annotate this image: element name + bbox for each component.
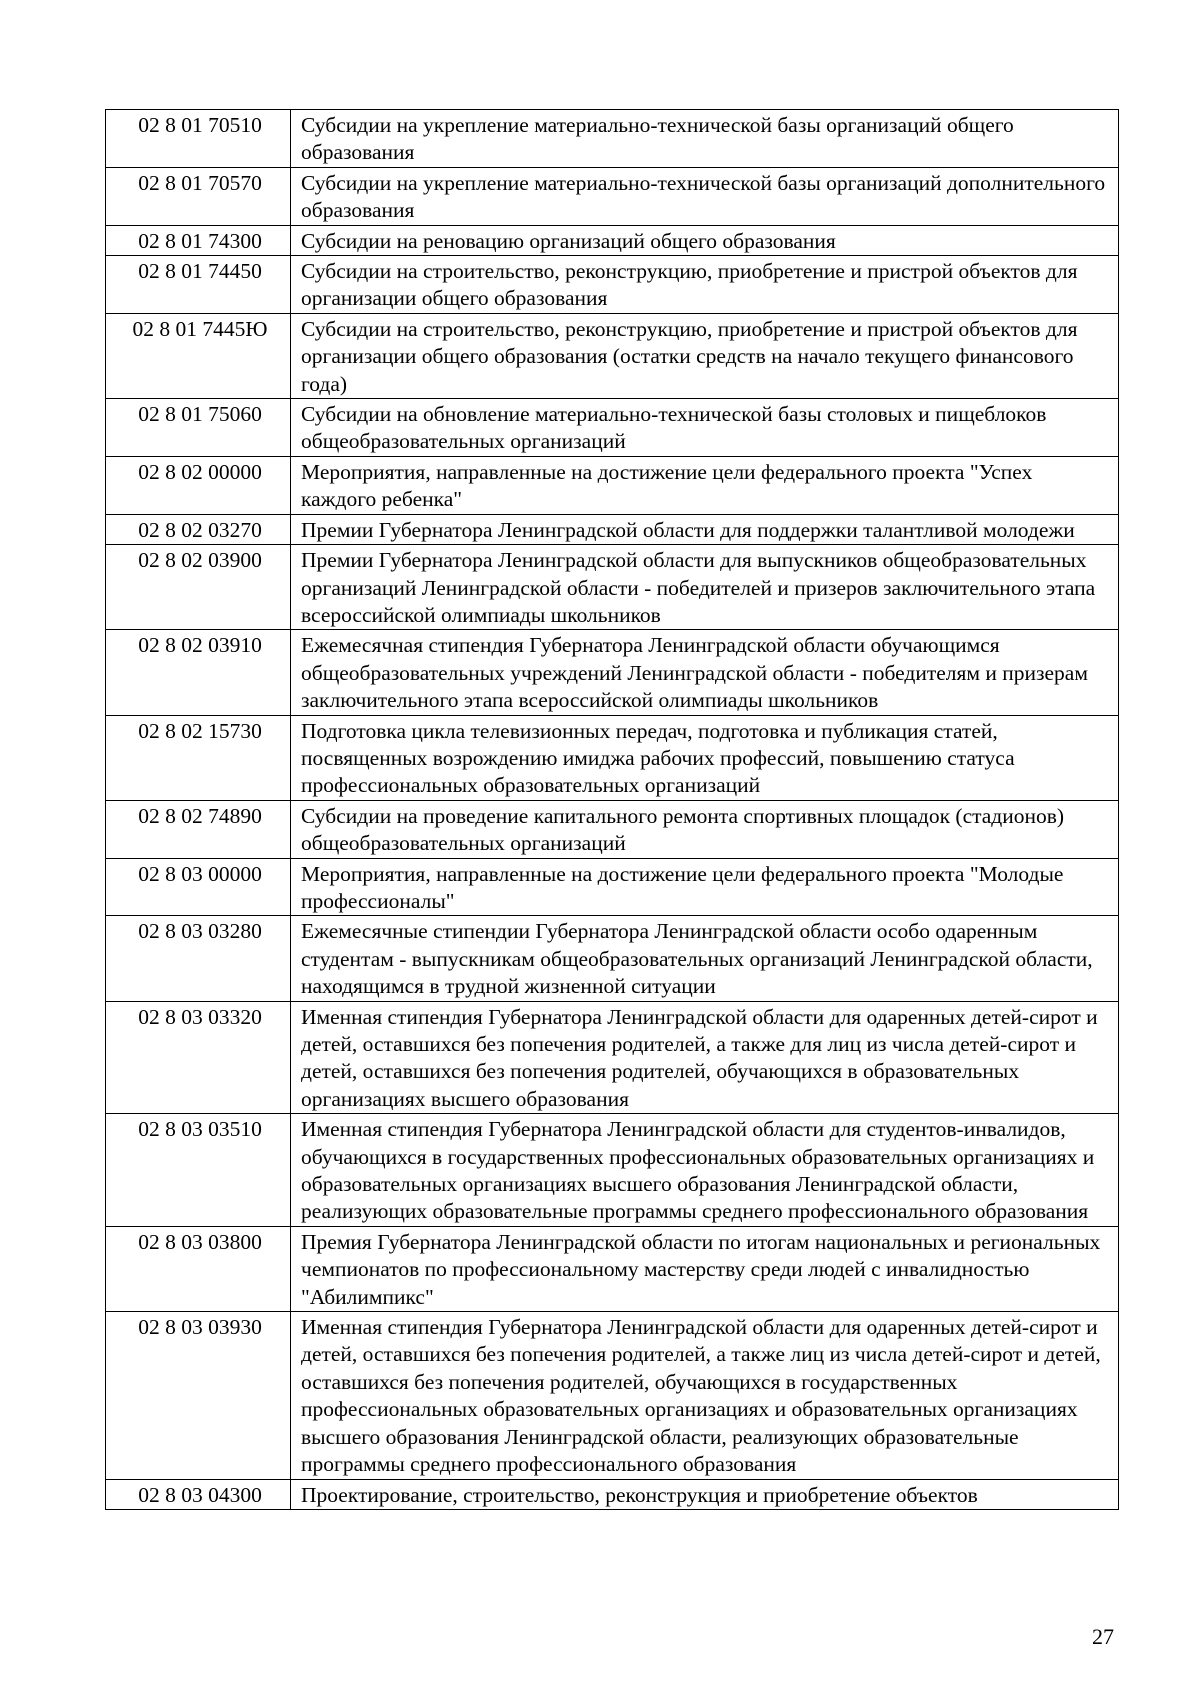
budget-code-cell: 02 8 02 03910	[106, 630, 291, 715]
budget-code-cell: 02 8 03 03930	[106, 1312, 291, 1479]
budget-code-table	[105, 109, 1119, 1510]
table-row	[106, 916, 1119, 1001]
description-cell: Субсидии на реновацию организаций общего образования	[291, 225, 1119, 255]
budget-code-cell: 02 8 03 03800	[106, 1226, 291, 1311]
table-row	[106, 1114, 1119, 1227]
table-row	[106, 1312, 1119, 1479]
table-row	[106, 256, 1119, 314]
description-cell: Субсидии на укрепление материально-технической базы организаций дополнительного образования	[291, 167, 1119, 225]
table-row	[106, 1001, 1119, 1114]
budget-code-cell: 02 8 03 03280	[106, 916, 291, 1001]
description-cell: Премии Губернатора Ленинградской области для выпускников общеобразовательных организаций Ленинградской области - победителей и призеров заключительного этапа всероссийской олимпиады школьников	[291, 545, 1119, 630]
budget-code-cell: 02 8 01 70510	[106, 110, 291, 168]
description-cell: Мероприятия, направленные на достижение цели федерального проекта "Молодые профессионалы"	[291, 858, 1119, 916]
description-cell: Ежемесячная стипендия Губернатора Ленинградской области обучающимся общеобразовательных учреждений Ленинградской области - победителям и призерам заключительного этапа всероссийской олимпиады школьников	[291, 630, 1119, 715]
table-row	[106, 1226, 1119, 1311]
budget-code-cell: 02 8 03 03320	[106, 1001, 291, 1114]
description-cell: Ежемесячные стипендии Губернатора Ленинградской области особо одаренным студентам - выпускникам общеобразовательных организаций Ленинградской области, находящимся в трудной жизненной ситуации	[291, 916, 1119, 1001]
budget-code-cell: 02 8 01 74450	[106, 256, 291, 314]
description-cell: Субсидии на укрепление материально-технической базы организаций общего образования	[291, 110, 1119, 168]
table-row	[106, 225, 1119, 255]
description-cell: Подготовка цикла телевизионных передач, подготовка и публикация статей, посвященных возрождению имиджа рабочих профессий, повышению статуса профессиональных образовательных организаций	[291, 715, 1119, 800]
description-cell: Проектирование, строительство, реконструкция и приобретение объектов	[291, 1479, 1119, 1509]
description-cell: Именная стипендия Губернатора Ленинградской области для одаренных детей-сирот и детей, оставшихся без попечения родителей, а также для лиц из числа детей-сирот и детей, оставшихся без попечения родителей, обучающихся в образовательных организациях высшего образования	[291, 1001, 1119, 1114]
table-row	[106, 715, 1119, 800]
table-row	[106, 1479, 1119, 1509]
description-cell: Субсидии на проведение капитального ремонта спортивных площадок (стадионов) общеобразовательных организаций	[291, 800, 1119, 858]
budget-code-cell: 02 8 03 03510	[106, 1114, 291, 1227]
page-number: 27	[1092, 1624, 1114, 1649]
table-row	[106, 313, 1119, 398]
description-cell: Именная стипендия Губернатора Ленинградской области для одаренных детей-сирот и детей, оставшихся без попечения родителей, а также лиц из числа детей-сирот и детей, оставшихся без попечения родителей, обучающихся в государственных профессиональных образовательных организациях и образовательных организациях высшего образования Ленинградской области, реализующих образовательные программы среднего профессионального образования	[291, 1312, 1119, 1479]
budget-code-cell: 02 8 01 74300	[106, 225, 291, 255]
table-row	[106, 800, 1119, 858]
budget-code-cell: 02 8 01 70570	[106, 167, 291, 225]
table-body	[106, 110, 1119, 1510]
budget-code-cell: 02 8 01 75060	[106, 399, 291, 457]
table-row	[106, 399, 1119, 457]
budget-code-cell: 02 8 02 15730	[106, 715, 291, 800]
budget-code-cell: 02 8 02 74890	[106, 800, 291, 858]
budget-code-cell: 02 8 02 03900	[106, 545, 291, 630]
budget-code-cell: 02 8 03 00000	[106, 858, 291, 916]
description-cell: Именная стипендия Губернатора Ленинградской области для студентов-инвалидов, обучающихся в государственных профессиональных образовательных организациях и образовательных организациях высшего образования Ленинградской области, реализующих образовательные программы среднего профессионального образования	[291, 1114, 1119, 1227]
description-cell: Премия Губернатора Ленинградской области по итогам национальных и региональных чемпионатов по профессиональному мастерству среди людей с инвалидностью "Абилимпикс"	[291, 1226, 1119, 1311]
table-row	[106, 110, 1119, 168]
table-row	[106, 514, 1119, 544]
budget-code-cell: 02 8 01 7445Ю	[106, 313, 291, 398]
table-row	[106, 167, 1119, 225]
description-cell: Субсидии на строительство, реконструкцию, приобретение и пристрой объектов для организации общего образования (остатки средств на начало текущего финансового года)	[291, 313, 1119, 398]
budget-code-cell: 02 8 03 04300	[106, 1479, 291, 1509]
description-cell: Субсидии на строительство, реконструкцию, приобретение и пристрой объектов для организации общего образования	[291, 256, 1119, 314]
budget-code-cell: 02 8 02 03270	[106, 514, 291, 544]
table-row	[106, 630, 1119, 715]
budget-code-cell: 02 8 02 00000	[106, 456, 291, 514]
table-row	[106, 545, 1119, 630]
description-cell: Премии Губернатора Ленинградской области для поддержки талантливой молодежи	[291, 514, 1119, 544]
table-row	[106, 858, 1119, 916]
description-cell: Субсидии на обновление материально-технической базы столовых и пищеблоков общеобразовательных организаций	[291, 399, 1119, 457]
description-cell: Мероприятия, направленные на достижение цели федерального проекта "Успех каждого ребенка"	[291, 456, 1119, 514]
table-row	[106, 456, 1119, 514]
